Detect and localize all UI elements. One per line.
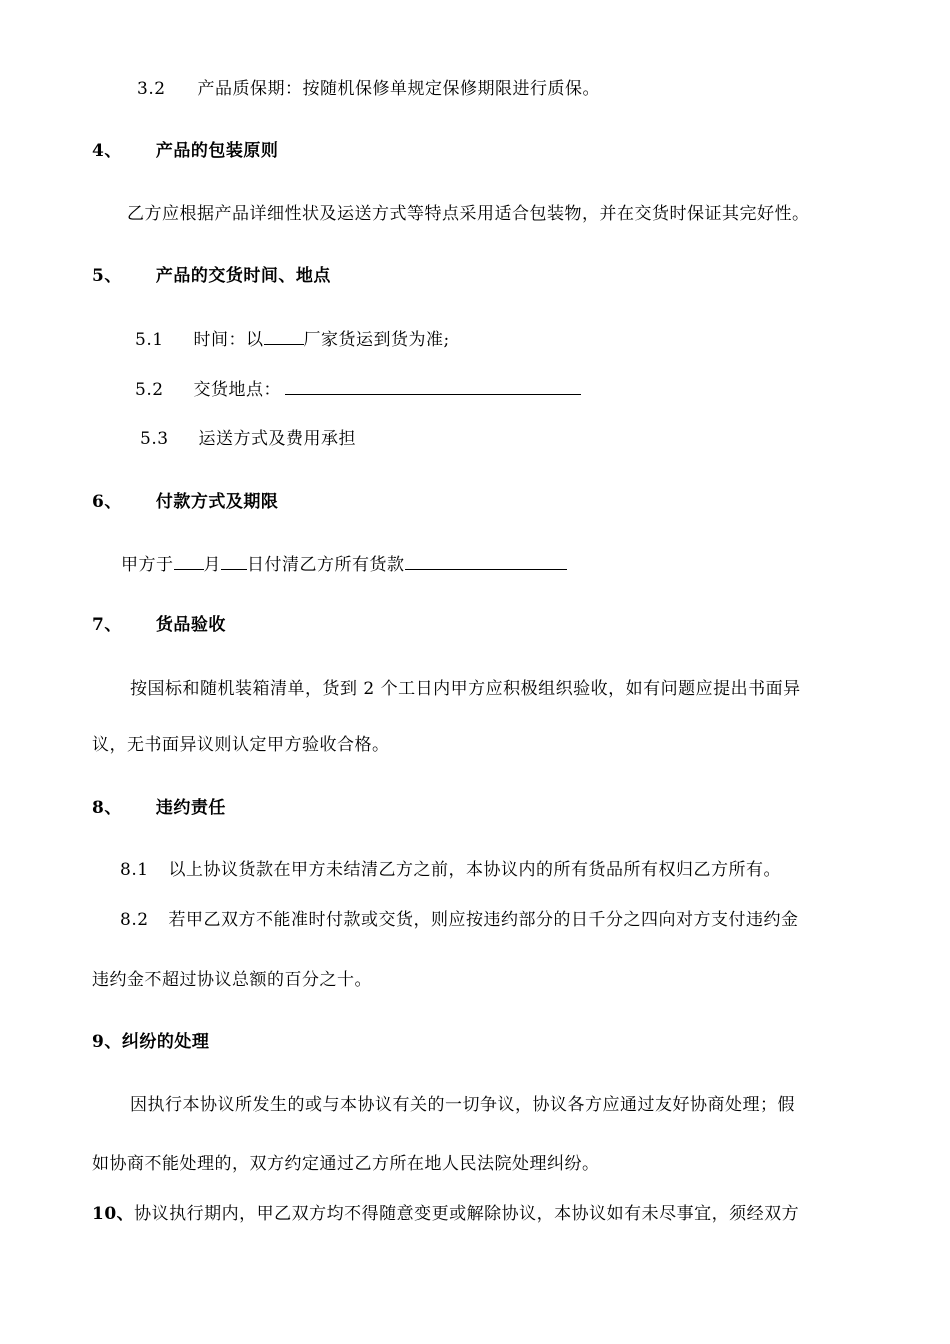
- clause-3-2: [137, 77, 600, 101]
- section-9-heading: 9、纠纷的处理: [92, 1032, 210, 1052]
- blank-field: [174, 551, 204, 570]
- section-4-heading: [92, 139, 278, 163]
- section-title: 货品验收: [155, 615, 226, 635]
- section-7-heading: [92, 613, 226, 637]
- clause-number: 5.2: [135, 380, 164, 400]
- clause-text: 若甲乙双方不能准时付款或交货，则应按违约部分的日千分之四向对方支付违约金: [168, 910, 799, 930]
- section-number: 5、: [92, 266, 122, 286]
- clause-8-2-cont: 违约金不超过协议总额的百分之十。: [92, 970, 372, 990]
- section-7-body-line1: 按国标和随机装箱清单，货到 2 个工日内甲方应积极组织验收，如有问题应提出书面异: [130, 679, 801, 699]
- section-4-body: 乙方应根据产品详细性状及运送方式等特点采用适合包装物，并在交货时保证其完好性。: [127, 204, 810, 224]
- section-number: 10、: [92, 1204, 135, 1224]
- clause-text-cont: 厂家货运到货为准;: [303, 330, 450, 350]
- clause-5-1: [135, 326, 450, 352]
- section-text: 协议执行期内，甲乙双方均不得随意变更或解除协议，本协议如有未尽事宜，须经双方: [134, 1204, 800, 1224]
- section-6-heading: [92, 490, 278, 514]
- clause-text: 运送方式及费用承担: [198, 429, 357, 449]
- section-title: 产品的包装原则: [155, 141, 279, 161]
- section-number: 6、: [92, 492, 122, 512]
- payment-month: 月: [203, 555, 221, 575]
- clause-number: 3.2: [137, 79, 166, 99]
- clause-5-2: [135, 376, 581, 402]
- clause-text: 以上协议货款在甲方未结清乙方之前，本协议内的所有货品所有权归乙方所有。: [168, 860, 782, 880]
- section-10: [92, 1202, 799, 1226]
- section-9-body-line1: 因执行本协议所发生的或与本协议有关的一切争议，协议各方应通过友好协商处理；假: [130, 1095, 795, 1115]
- section-7-body-line2: 议，无书面异议则认定甲方验收合格。: [92, 735, 390, 755]
- clause-8-1: [120, 858, 781, 882]
- section-6-body: [121, 551, 567, 577]
- clause-number: 5.1: [135, 330, 164, 350]
- clause-number: 5.3: [140, 429, 169, 449]
- blank-field: [221, 551, 247, 570]
- section-8-heading: [92, 796, 226, 820]
- blank-field: [264, 326, 304, 345]
- section-title: 付款方式及期限: [155, 492, 279, 512]
- section-number: 8、: [92, 798, 122, 818]
- section-number: 4、: [92, 141, 122, 161]
- section-title: 违约责任: [155, 798, 226, 818]
- section-title: 产品的交货时间、地点: [155, 266, 331, 286]
- clause-5-3: [140, 427, 356, 451]
- blank-field: [405, 551, 567, 570]
- section-number: 7、: [92, 615, 122, 635]
- payment-text-cont: 日付清乙方所有货款: [247, 555, 405, 575]
- section-5-heading: [92, 264, 331, 288]
- clause-text: 时间：以: [193, 330, 264, 350]
- clause-text: 交货地点：: [193, 380, 282, 400]
- section-9-body-line2: 如协商不能处理的，双方约定通过乙方所在地人民法院处理纠纷。: [92, 1154, 600, 1174]
- blank-field: [285, 376, 581, 395]
- clause-number: 8.2: [120, 910, 149, 930]
- clause-number: 8.1: [120, 860, 149, 880]
- clause-text: 产品质保期：按随机保修单规定保修期限进行质保。: [197, 79, 601, 99]
- clause-8-2: [120, 908, 799, 932]
- payment-text: 甲方于: [121, 555, 174, 575]
